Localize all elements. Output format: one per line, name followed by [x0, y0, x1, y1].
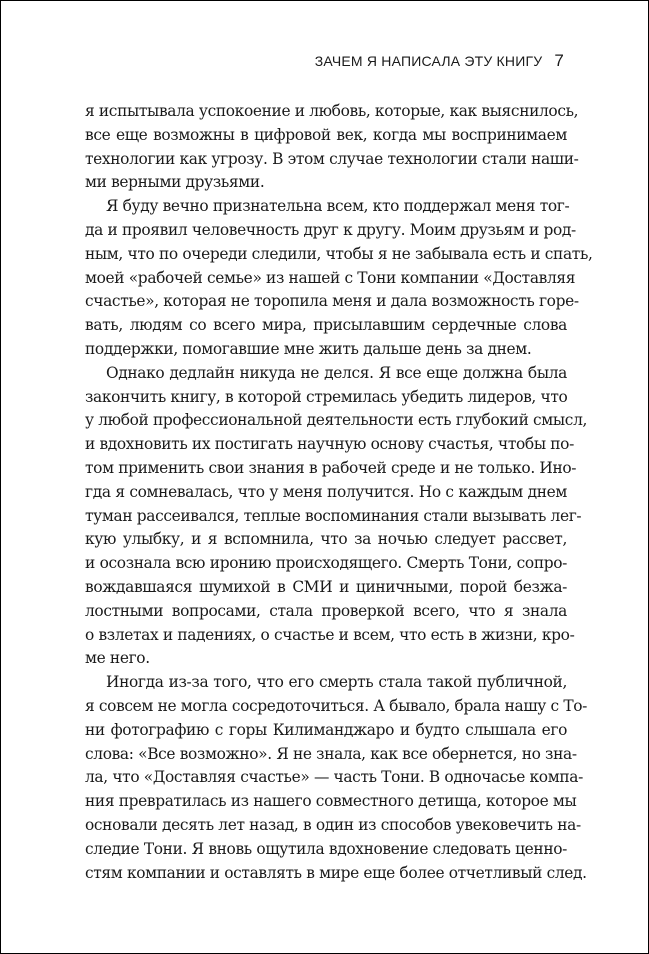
paragraph: [85, 100, 579, 195]
text-line: ния превратилась из нашего совместного детища, которое мы: [85, 792, 577, 811]
text-line: вождавшаяся шумихой в СМИ и циничными, порой безжа-: [85, 577, 567, 596]
text-line: о взлетах и падениях, о счастье и всем, что есть в жизни, кро-: [85, 625, 575, 644]
text-line: следие Тони. Я вновь ощутила вдохновение следовать ценно-: [85, 839, 567, 858]
text-line: я совсем не могла сосредоточиться. А бывало, брала нашу с То-: [85, 696, 588, 715]
paragraph: [85, 671, 588, 885]
text-line: лостными вопросами, стала проверкой всего, что я знала: [85, 601, 567, 620]
text-line: и вдохновить их постигать научную основу счастья, чтобы по-: [85, 435, 574, 454]
text-line: гда я сомневалась, что у меня получится. Но с каждым днем: [85, 482, 567, 501]
text-line: ме него.: [85, 649, 150, 668]
text-line: моей «рабочей семье» из нашей с Тони компании «Доставляя: [85, 268, 576, 287]
text-line: Иногда из-за того, что его смерть стала такой публичной,: [106, 673, 567, 692]
page-number: 7: [554, 51, 564, 70]
text-line: слова: «Все возможно». Я не знала, как все обернется, но зна-: [85, 744, 577, 763]
text-line: ми верными друзьями.: [85, 173, 265, 192]
body-text: [85, 100, 593, 885]
paragraph: [85, 362, 588, 671]
text-line: ла, что «Доставляя счастье» — часть Тони. В одночасье компа-: [85, 768, 583, 787]
text-line: ным, что по очереди следили, чтобы я не забывала есть и спать,: [85, 244, 593, 263]
paragraph: [85, 195, 593, 362]
text-line: да и проявил человечность друг к другу. Моим друзьям и род-: [85, 220, 576, 239]
text-line: и осознала всю иронию происходящего. Смерть Тони, сопро-: [85, 554, 567, 573]
chapter-title: ЗАЧЕМ Я НАПИСАЛА ЭТУ КНИГУ: [314, 53, 543, 69]
text-line: закончить книгу, в которой стремилась убедить лидеров, что: [85, 387, 568, 406]
text-line: туман рассеивался, теплые воспоминания стали вызывать лег-: [85, 506, 582, 525]
text-line: стям компании и оставлять в мире еще более отчетливый след.: [85, 863, 587, 882]
text-line: все еще возможны в цифровой век, когда мы воспринимаем: [85, 125, 567, 144]
text-line: счастье», которая не торопила меня и дала возможность горе-: [85, 292, 579, 311]
text-line: Я буду вечно признательна всем, кто поддержал меня тог-: [106, 197, 570, 216]
running-header: [315, 51, 564, 71]
text-line: Однако дедлайн никуда не делся. Я все еще должна была: [106, 363, 567, 382]
text-line: кую улыбку, и я вспомнила, что за ночью следует рассвет,: [85, 530, 567, 549]
text-line: я испытывала успокоение и любовь, которые, как выяснилось,: [85, 102, 579, 120]
text-line: поддержки, помогавшие мне жить дальше день за днем.: [85, 339, 532, 358]
text-line: основали десять лет назад, в один из способов увековечить на-: [85, 815, 581, 834]
text-line: технологии как угрозу. В этом случае технологии стали наши-: [85, 149, 579, 168]
text-line: вать, людям со всего мира, присылавшим сердечные слова: [85, 316, 567, 335]
text-line: у любой профессиональной деятельности есть глубокий смысл,: [85, 411, 588, 430]
text-line: ни фотографию с горы Килиманджаро и будто слышала его: [85, 720, 567, 739]
text-line: том применить свои знания в рабочей среде и не только. Ино-: [85, 458, 577, 477]
